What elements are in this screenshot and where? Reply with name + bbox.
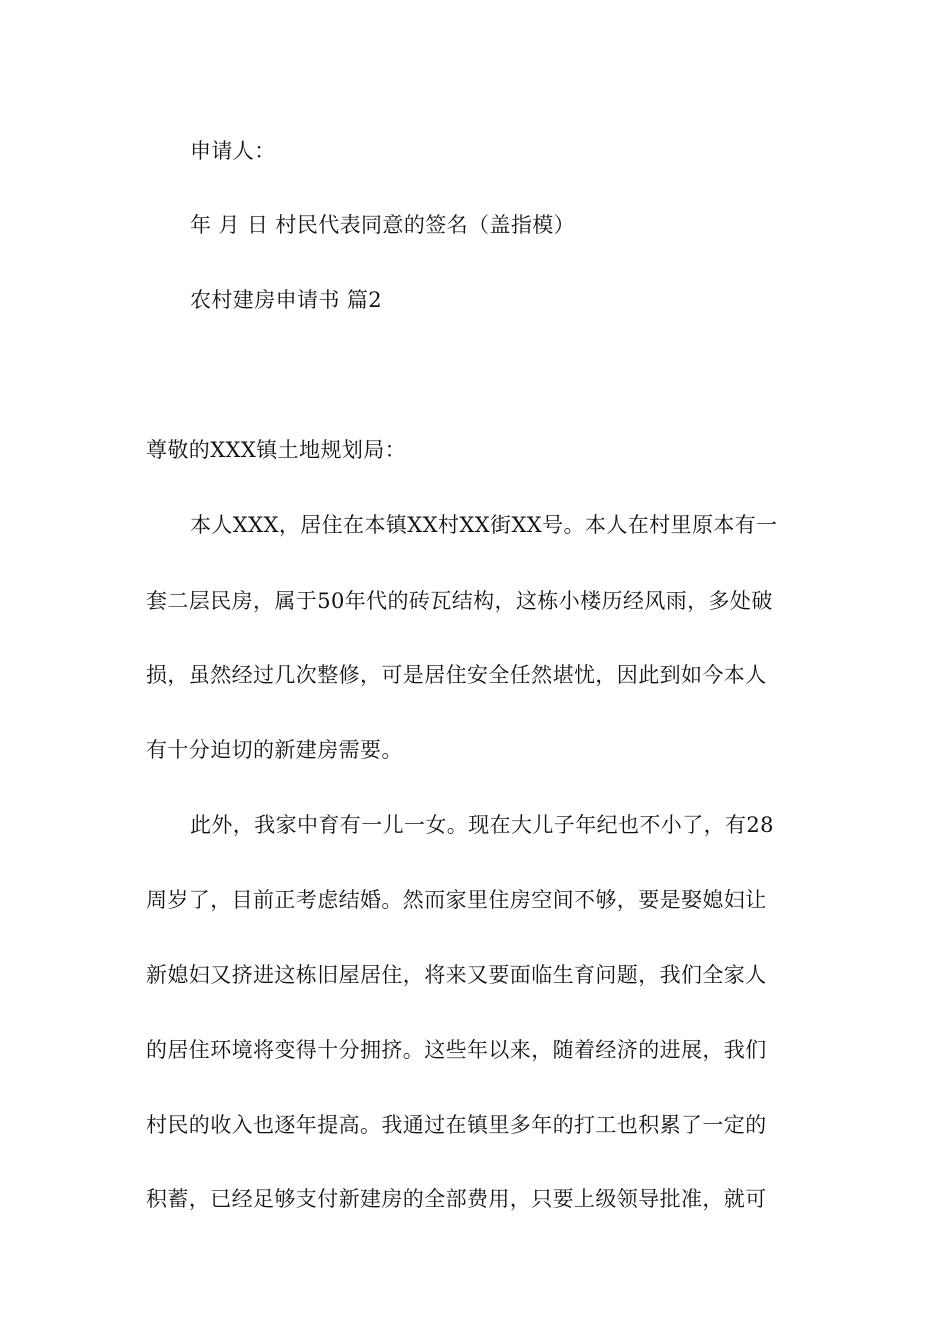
date-signature-line: 年 月 日 村民代表同意的签名（盖指模） [190,213,576,237]
paragraph2-line: 村民的收入也逐年提高。我通过在镇里多年的打工也积累了一定的 [146,1113,767,1137]
paragraph2-line: 的居住环境将变得十分拥挤。这些年以来，随着经济的进展，我们 [146,1038,767,1062]
letter-salutation: 尊敬的XXX镇土地规划局： [146,438,407,462]
section-title: 农村建房申请书 篇2 [190,288,383,312]
paragraph2-line: 此外，我家中育有一儿一女。现在大儿子年纪也不小了，有28 [190,813,774,837]
paragraph2-line: 积蓄，已经足够支付新建房的全部费用，只要上级领导批准，就可 [146,1187,767,1211]
paragraph2-line: 周岁了，目前正考虑结婚。然而家里住房空间不够，要是娶媳妇让 [146,888,767,912]
paragraph2-line: 新媳妇又挤进这栋旧屋居住，将来又要面临生育问题，我们全家人 [146,963,767,987]
paragraph1-line: 损，虽然经过几次整修，可是居住安全任然堪忧，因此到如今本人 [146,663,767,687]
paragraph1-line: 套二层民房，属于50年代的砖瓦结构，这栋小楼历经风雨，多处破 [146,589,773,613]
paragraph1-line: 本人XXX，居住在本镇XX村XX街XX号。本人在村里原本有一 [190,513,778,537]
paragraph1-line: 有十分迫切的新建房需要。 [146,738,403,762]
applicant-line: 申请人： [190,139,276,163]
